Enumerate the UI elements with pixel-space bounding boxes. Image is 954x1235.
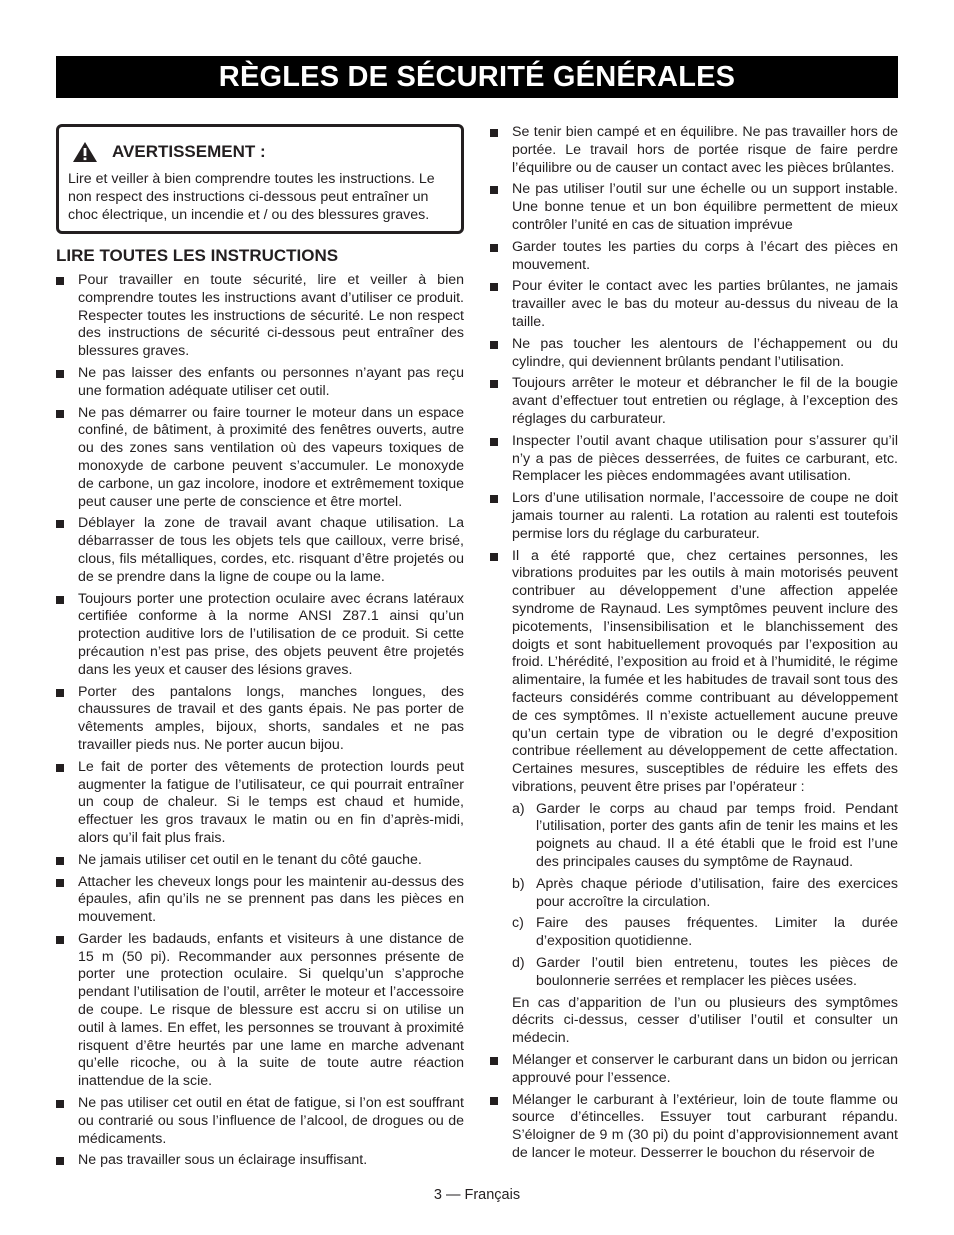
- list-item-text: Ne pas toucher les alentours de l’échappement ou du cylindre, qui deviennent brûlants pendant l’utilisation.: [512, 335, 898, 370]
- list-item: [490, 239, 898, 275]
- sub-list-item: [512, 801, 898, 872]
- sub-item-marker: b): [512, 875, 525, 892]
- vibration-item: [490, 548, 898, 1049]
- left-rules-list: [56, 272, 464, 1170]
- sub-item-marker: a): [512, 800, 525, 817]
- bullet-square-icon: [56, 1100, 64, 1108]
- vibration-text: Il a été rapporté que, chez certaines personnes, les vibrations produites par les outils à main motorisés peuvent contribuer au développement d’une affection appelée syndrome de Raynaud. Les symptômes peuvent inclure des picotements, l’insensibilisation et le blanchissement des doigts et sont habituellement provoqués par l’exposition au froid. L’hérédité, l’exposition au froid et à l’humidité, le régime alimentaire, la fumée et les habitudes de travail sont tous des facteurs considérés comme contribuant au développement de ces symptômes. Il n’existe actuellement aucune preuve qu’un certain type de vibration ou le degré d’exposition contribue réellement au développement de cette affectation. Certaines mesures, susceptibles de réduire les effets des vibrations, peuvent être prises par l’opérateur :: [512, 547, 898, 795]
- bullet-square-icon: [490, 283, 498, 291]
- bullet-square-icon: [56, 857, 64, 865]
- list-item-text: Ne pas utiliser cet outil en état de fatigue, si l’on est souffrant ou contrarié ou sous l’influence de l’alcool, de drogues ou de médicaments.: [78, 1095, 464, 1147]
- bullet-square-icon: [56, 879, 64, 887]
- vibration-note: En cas d’apparition de l’un ou plusieurs des symptômes décrits ci-dessus, cesser d’utiliser l’outil et consulter un médecin.: [512, 994, 898, 1047]
- warning-text: Lire et veiller à bien comprendre toutes les instructions. Le non respect des instructions ci-dessous peut entraîner un choc électrique, un incendie et / ou des blessures graves.: [68, 171, 435, 223]
- list-item-text: Garder toutes les parties du corps à l’écart des pièces en mouvement.: [512, 238, 898, 273]
- sub-item-text: Garder le corps au chaud par temps froid. Pendant l’utilisation, porter des gants afin de tenir les mains et les poignets au chaud. Il a été établi que le froid est l’une des principales causes du symptôme de Raynaud.: [536, 800, 898, 871]
- section-heading: LIRE TOUTES LES INSTRUCTIONS: [56, 246, 339, 265]
- bullet-square-icon: [490, 495, 498, 503]
- bullet-square-icon: [56, 936, 64, 944]
- bullet-square-icon: [490, 1057, 498, 1065]
- list-item: [56, 591, 464, 680]
- sub-item-marker: d): [512, 955, 525, 972]
- bullet-square-icon: [490, 553, 498, 561]
- sub-list-item: [512, 955, 898, 991]
- sub-list-item: [512, 876, 898, 912]
- list-item-text: Déblayer la zone de travail avant chaque utilisation. La débarrasser de tous les objets tels que cailloux, verre brisé, clous, fils métalliques, cordes, etc. risquant d’être projetés ou de se prendre dans la ligne de coupe ou la lame.: [78, 515, 464, 585]
- list-item-text: Ne pas laisser des enfants ou personnes n’ayant pas reçu une formation adéquate utiliser cet outil.: [78, 364, 464, 399]
- bullet-square-icon: [490, 129, 498, 137]
- list-item: [490, 1092, 898, 1163]
- list-item: [56, 759, 464, 848]
- bullet-square-icon: [56, 689, 64, 697]
- warning-triangle-icon: [72, 141, 98, 163]
- list-item: [56, 405, 464, 512]
- right-column: [490, 124, 898, 1167]
- warning-header: [68, 141, 452, 163]
- bullet-square-icon: [490, 1097, 498, 1105]
- bullet-square-icon: [490, 438, 498, 446]
- list-item: [490, 490, 898, 543]
- list-item: [56, 365, 464, 401]
- vibration-measures-list: [512, 801, 898, 991]
- bullet-square-icon: [490, 244, 498, 252]
- list-item: [490, 278, 898, 331]
- list-item: [56, 1095, 464, 1148]
- list-item-text: Mélanger le carburant à l’extérieur, loin de toute flamme ou source d’étincelles. Essuyer tout carburant répandu. S’éloigner de 9 m (30 pi) du point d’approvisionnement avant de lancer le moteur. Desserrer le bouchon du réservoir de: [512, 1091, 898, 1162]
- warning-box: [56, 124, 464, 234]
- list-item-text: Pour éviter le contact avec les parties brûlantes, ne jamais travailler avec le bas du moteur au-dessus du niveau de la taille.: [512, 278, 898, 330]
- bullet-square-icon: [490, 341, 498, 349]
- list-item-text: Ne pas démarrer ou faire tourner le moteur dans un espace confiné, de bâtiment, à proximité des fenêtres ouverts, autre ou des zones sans ventilation où des vapeurs toxiques de monoxyde de carbone peuvent s’accumuler. Le monoxyde de carbone, un gaz incolore, inodore et extrêmement toxique peut causer une perte de conscience et être mortel.: [78, 404, 464, 510]
- list-item: [490, 433, 898, 486]
- list-item: [56, 1152, 464, 1170]
- bullet-square-icon: [56, 1157, 64, 1165]
- list-item-text: Lors d’une utilisation normale, l’accessoire de coupe ne doit jamais tourner au ralenti. La rotation au ralenti est toutefois permise lors du réglage du carburateur.: [512, 490, 898, 542]
- bullet-square-icon: [56, 596, 64, 604]
- list-item-text: Porter des pantalons longs, manches longues, des chaussures de travail et des gants épais. Ne pas porter de vêtements amples, bijoux, shorts, sandales et ne pas travailler pieds nus. Ne porter aucun bijou.: [78, 683, 464, 753]
- list-item-text: Toujours arrêter le moteur et débrancher le fil de la bougie avant d’effectuer tout entretien ou réglage, à l’exception des réglages du carburateur.: [512, 375, 898, 427]
- list-item: [56, 684, 464, 755]
- sub-item-text: Faire des pauses fréquentes. Limiter la durée d’exposition quotidienne.: [536, 915, 898, 950]
- list-item-text: Se tenir bien campé et en équilibre. Ne pas travailler hors de portée. Le travail hors de portée risque de faire perdre l’équilibre ou de causer un contact avec les pièces brûlantes.: [512, 124, 898, 176]
- list-item-text: Garder les badauds, enfants et visiteurs à une distance de 15 m (50 pi). Recommander aux personnes présente de porter une protection oculaire. Si quelqu’un s’approche pendant l’utilisation de l’outil, arrêter le moteur et l’accessoire de coupe. Le risque de blessure est accru si on utilise un outil à lames. En effet, les personnes se trouvant à proximité risquent d’être heurtés par une lame en marche advenant qu’elle ricoche, ou à la suite de toute autre réaction inattendue de la scie.: [78, 930, 464, 1090]
- list-item-text: Ne pas travailler sous un éclairage insuffisant.: [78, 1152, 368, 1169]
- list-item: [490, 181, 898, 234]
- list-item-text: Attacher les cheveux longs pour les maintenir au-dessus des épaules, afin qu’ils ne se prennent pas dans les pièces en mouvement.: [78, 873, 464, 926]
- bullet-square-icon: [56, 277, 64, 285]
- list-item: [490, 124, 898, 177]
- list-item-text: Pour travailler en toute sécurité, lire et veiller à bien comprendre toutes les instructions avant d’utiliser ce produit. Respecter toutes les instructions de sécurité. Le non respect des instructions de sécurité ci-dessous peut entraîner des blessures graves.: [78, 272, 464, 360]
- sub-item-text: Garder l’outil bien entretenu, toutes les pièces de boulonnerie serrées et remplacer les pièces usées.: [536, 955, 898, 989]
- bullet-square-icon: [56, 764, 64, 772]
- warning-title: AVERTISSEMENT :: [112, 142, 266, 161]
- bullet-square-icon: [490, 186, 498, 194]
- list-item: [56, 852, 464, 870]
- bullet-square-icon: [490, 380, 498, 388]
- list-item-text: Ne pas utiliser l’outil sur une échelle ou un support instable. Une bonne tenue et un bon équilibre permettent de mieux contrôler l’unité en cas de situation imprévue: [512, 181, 898, 233]
- list-item: [56, 931, 464, 1091]
- bullet-square-icon: [56, 520, 64, 528]
- list-item-text: Inspecter l’outil avant chaque utilisation pour s’assurer qu’il n’y a pas de pièces desserrées, de fuites ce carburant, etc. Remplacer les pièces endommagées avant utilisation.: [512, 432, 898, 485]
- page-title: RÈGLES DE SÉCURITÉ GÉNÉRALES: [56, 56, 898, 98]
- sub-list-item: [512, 915, 898, 951]
- page-footer: 3 — Français: [433, 1187, 521, 1203]
- list-item: [56, 272, 464, 361]
- sub-item-marker: c): [512, 915, 524, 932]
- list-item: [56, 874, 464, 927]
- list-item: [56, 515, 464, 586]
- list-item: [490, 336, 898, 372]
- right-rules-list: [490, 124, 898, 1163]
- list-item-text: Toujours porter une protection oculaire avec écrans latéraux certifiée conforme à la norme ANSI Z87.1 ainsi qu’un protection auditive lors de l’utilisation de ce produit. Si cette précaution n’est pas prise, des objets peuvent être projetés dans les yeux et causer des lésions graves.: [78, 590, 464, 678]
- list-item-text: Ne jamais utiliser cet outil en le tenant du côté gauche.: [78, 851, 422, 868]
- list-item-text: Mélanger et conserver le carburant dans un bidon ou jerrican approuvé pour l’essence.: [512, 1052, 898, 1086]
- sub-item-text: Après chaque période d’utilisation, faire des exercices pour accroître la circulation.: [536, 875, 898, 910]
- bullet-square-icon: [56, 370, 64, 378]
- bullet-square-icon: [56, 410, 64, 418]
- list-item: [490, 1052, 898, 1088]
- left-column: [56, 124, 464, 1174]
- list-item: [490, 375, 898, 428]
- list-item-text: Le fait de porter des vêtements de protection lourds peut augmenter la fatigue de l’utilisateur, ce qui pourrait entraîner un coup de chaleur. Si le temps est chaud et humide, effectuer les gros travaux le matin ou en fin d’après-midi, alors qu’il fait plus frais.: [78, 758, 464, 846]
